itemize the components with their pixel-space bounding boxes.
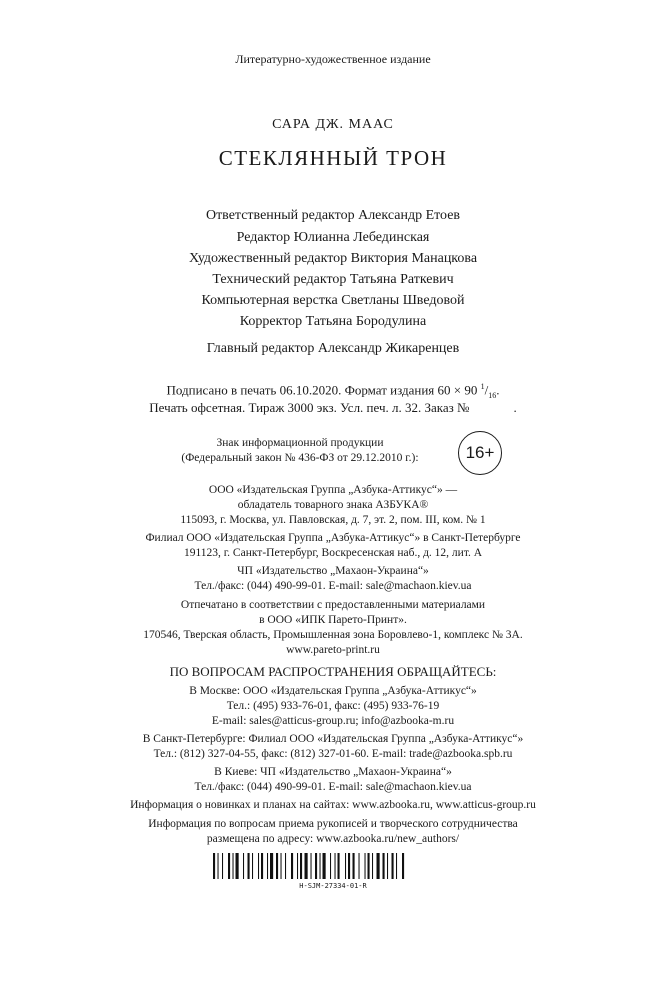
- author-name: САРА ДЖ. МААС: [272, 117, 394, 132]
- barcode: [213, 853, 453, 879]
- print-info-line1: [0, 382, 666, 400]
- barcode-bar: [248, 853, 250, 879]
- ukraine-line: ЧП «Издательство „Махаон-Украина“»: [237, 565, 429, 577]
- barcode-code: Н-SJM-27334-01-R: [299, 882, 367, 890]
- barcode-bar: [383, 853, 385, 879]
- credit-line: Редактор Юлианна Лебединская: [236, 230, 430, 245]
- barcode-bar: [330, 853, 331, 879]
- credit-line: Корректор Татьяна Бородулина: [239, 314, 427, 329]
- barcode-bar: [305, 853, 308, 879]
- barcode-bar: [267, 853, 268, 879]
- barcode-bar: [323, 853, 326, 879]
- barcode-bar: [377, 853, 380, 879]
- barcode-bar: [270, 853, 273, 879]
- book-title: СТЕКЛЯННЫЙ ТРОН: [218, 146, 448, 170]
- age-rating-label-line: Знак информационной продукции: [216, 437, 384, 449]
- publisher-line: 115093, г. Москва, ул. Павловская, д. 7, эт. 2, пом. III, ком. № 1: [180, 514, 486, 526]
- barcode-bar: [392, 853, 394, 879]
- distribution-line: Тел./факс: (044) 490-99-01. E-mail: sale@machaon.kiev.ua: [194, 781, 472, 793]
- barcode-bar: [276, 853, 278, 879]
- barcode-bar: [222, 853, 223, 879]
- publisher-line: обладатель товарного знака АЗБУКА®: [237, 499, 429, 511]
- ukraine-line: Тел./факс: (044) 490-99-01. E-mail: sale@machaon.kiev.ua: [194, 580, 472, 592]
- barcode-bar: [233, 853, 234, 879]
- manuscripts-info: Информация по вопросам приема рукописей и творческого сотрудничества: [148, 818, 518, 830]
- format-numerator: 1: [480, 382, 485, 391]
- barcode-bar: [258, 853, 259, 879]
- news-sites: Информация о новинках и планах на сайтах: www.azbooka.ru, www.atticus-group.ru: [130, 799, 536, 811]
- barcode-bar: [300, 853, 302, 879]
- barcode-bar: [320, 853, 321, 879]
- credit-line: Художественный редактор Виктория Манацкова: [188, 251, 478, 266]
- format-slash: /: [484, 382, 489, 398]
- printer-line: в ООО «ИПК Парето-Принт».: [259, 614, 407, 626]
- age-rating-label: [150, 436, 450, 466]
- barcode-bar: [365, 853, 366, 879]
- barcode-bar: [281, 853, 282, 879]
- printer-line: www.pareto-print.ru: [286, 644, 380, 656]
- age-rating-label-line: (Федеральный закон № 436-ФЗ от 29.12.2010 г.):: [181, 452, 419, 464]
- credit-line: Технический редактор Татьяна Раткевич: [212, 272, 454, 287]
- branch-line: Филиал ООО «Издательская Группа „Азбука-Аттикус“» в Санкт-Петербурге: [145, 532, 521, 544]
- print-info-text: Печать офсетная. Тираж 3000 экз. Усл. печ. л. 32. Заказ №: [149, 400, 470, 415]
- barcode-bar: [218, 853, 219, 879]
- credit-line: Компьютерная верстка Светланы Шведовой: [201, 293, 465, 308]
- distribution-line: В Москве: ООО «Издательская Группа „Азбука-Аттикус“»: [189, 685, 477, 697]
- genre-label: Литературно-художественное издание: [235, 52, 431, 66]
- print-info-text: Подписано в печать 06.10.2020. Формат издания 60 × 90: [166, 382, 481, 398]
- distribution-line: E-mail: sales@atticus-group.ru; info@azbooka-m.ru: [211, 715, 455, 727]
- distribution-line: В Санкт-Петербурге: Филиал ООО «Издательская Группа „Азбука-Аттикус“»: [142, 733, 524, 745]
- barcode-bar: [372, 853, 373, 879]
- barcode-bar: [348, 853, 350, 879]
- distribution-line: Тел.: (812) 327-04-55, факс: (812) 327-01-60. E-mail: trade@azbooka.spb.ru: [153, 748, 513, 760]
- barcode-bar: [345, 853, 346, 879]
- barcode-bar: [311, 853, 312, 879]
- printer-line: Отпечатано в соответствии с предоставленными материалами: [180, 599, 486, 611]
- barcode-bar: [402, 853, 404, 879]
- credit-line: Ответственный редактор Александр Етоев: [205, 208, 461, 223]
- print-info-end: .: [513, 400, 517, 415]
- barcode-bar: [213, 853, 215, 879]
- barcode-bar: [252, 853, 253, 879]
- barcode-bar: [236, 853, 239, 879]
- branch-line: 191123, г. Санкт-Петербург, Воскресенская наб., д. 12, лит. А: [183, 547, 483, 559]
- format-denominator: 16: [488, 390, 497, 400]
- barcode-bar: [228, 853, 230, 879]
- distribution-heading: ПО ВОПРОСАМ РАСПРОСТРАНЕНИЯ ОБРАЩАЙТЕСЬ:: [169, 664, 497, 679]
- barcode-bar: [338, 853, 340, 879]
- chief-editor: Главный редактор Александр Жикаренцев: [206, 341, 460, 356]
- barcode-bar: [387, 853, 388, 879]
- barcode-bar: [315, 853, 317, 879]
- barcode-bar: [291, 853, 293, 879]
- print-info-end: .: [496, 382, 500, 398]
- barcode-bar: [335, 853, 336, 879]
- age-rating-badge: 16+: [458, 431, 502, 475]
- barcode-bar: [353, 853, 355, 879]
- printer-line: 170546, Тверская область, Промышленная зона Боровлево-1, комплекс № 3А.: [143, 629, 523, 641]
- barcode-bar: [243, 853, 244, 879]
- distribution-line: Тел.: (495) 933-76-01, факс: (495) 933-76-19: [226, 700, 440, 712]
- barcode-bar: [285, 853, 286, 879]
- manuscripts-info: размещена по адресу: www.azbooka.ru/new_authors/: [206, 833, 460, 845]
- barcode-bar: [368, 853, 370, 879]
- publisher-line: ООО «Издательская Группа „Азбука-Аттикус“» —: [208, 484, 458, 496]
- barcode-bar: [359, 853, 360, 879]
- barcode-bar: [261, 853, 263, 879]
- print-info-line2: [0, 400, 666, 416]
- distribution-line: В Киеве: ЧП «Издательство „Махаон-Украина“»: [214, 766, 452, 778]
- barcode-bar: [396, 853, 397, 879]
- barcode-bar: [297, 853, 298, 879]
